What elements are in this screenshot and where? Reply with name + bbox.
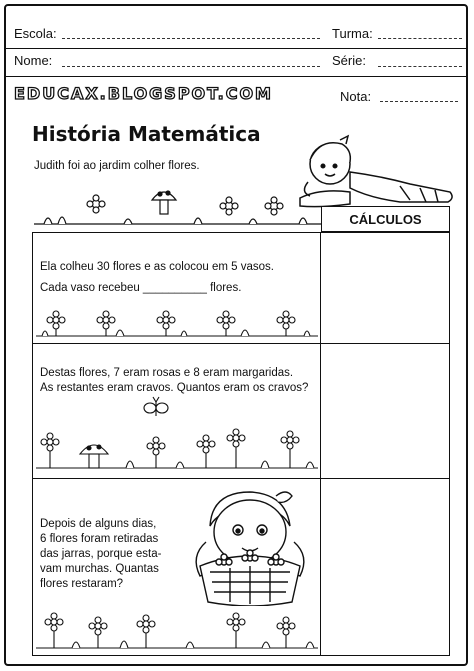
grade-field[interactable] [378,66,462,67]
header-divider [6,48,468,49]
flowers-row-1 [36,302,318,340]
note-field[interactable] [380,101,458,102]
intro-text: Judith foi ao jardim colher flores. [34,160,200,172]
problem-3-line-3: das jarras, porque esta- [40,548,162,560]
mushroom-icon [80,445,108,468]
girl-with-basket-illustration [180,486,318,606]
page-title: História Matemática [32,122,261,146]
garden-strip-illustration [34,184,324,228]
name-label: Nome: [14,53,53,68]
problem-2-line-2: As restantes eram cravos. Quantos eram os cravos? [40,382,309,394]
problem-3-line-2: 6 flores foram retiradas [40,533,159,545]
school-label: Escola: [14,26,57,41]
class-label: Turma: [332,26,373,41]
problem-3-line-1: Depois de alguns dias, [40,518,157,530]
calc-box-2[interactable] [320,343,450,479]
class-field[interactable] [378,38,462,39]
problem-1-line-2: Cada vaso recebeu __________ flores. [40,282,242,294]
butterfly-icon [144,397,168,416]
problem-3-line-5: flores restaram? [40,578,124,590]
name-field[interactable] [62,66,320,67]
flowers-row-3 [36,600,318,652]
site-logo: EDUCAX.BLOGSPOT.COM [14,84,273,103]
problem-3-line-4: vam murchas. Quantas [40,563,159,575]
calc-box-1[interactable] [320,232,450,344]
problem-1-line-1: Ela colheu 30 flores e as colocou em 5 vasos. [40,261,274,273]
flowers-row-2 [36,396,318,476]
note-label: Nota: [340,89,372,104]
problem-2-line-1: Destas flores, 7 eram rosas e 8 eram margaridas. [40,367,294,379]
header-divider-2 [6,76,468,77]
calc-box-3[interactable] [320,478,450,656]
school-field[interactable] [62,38,320,39]
grade-label: Série: [332,53,366,68]
calculations-header: CÁLCULOS [321,206,450,232]
